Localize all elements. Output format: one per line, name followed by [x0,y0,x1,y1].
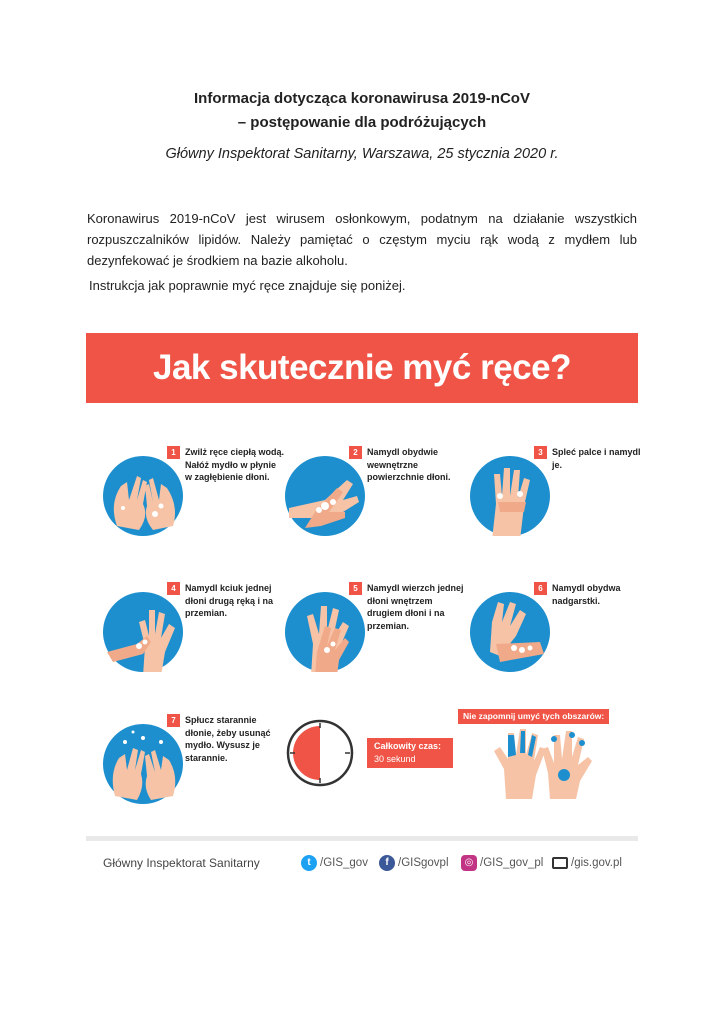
step-2 [285,446,465,546]
facebook-handle: /GISgovpl [398,857,449,869]
step-2-number: 2 [349,446,362,459]
twitter-icon: t [301,855,317,871]
step-6-text: Namydl obydwa nadgarstki. [552,583,621,606]
footer-divider [86,836,638,841]
step-2-illustration [285,456,365,536]
back-of-hand-wash-icon [285,592,365,672]
step-1 [103,446,283,546]
step-4-text: Namydl kciuk jednej dłoni drugą ręką i na przemian. [185,583,274,618]
monitor-icon [552,857,568,869]
thumb-wash-icon [103,592,183,672]
missed-areas-hands-icon [488,727,598,804]
step-1-number: 1 [167,446,180,459]
infographic-banner: Jak skutecznie myć ręce? [86,333,638,403]
step-2-text: Namydl obydwie wewnętrzne powierzchnie dłoni. [367,447,451,482]
step-5 [285,582,465,682]
instagram-link[interactable] [461,853,543,873]
document-title-line2: – postępowanie dla podróżujących [237,114,487,131]
step-6 [470,582,650,682]
fingers-interlaced-icon [470,456,550,536]
total-time-value: 30 sekund [374,754,416,764]
document-title-line1: Informacja dotycząca koronawirusa 2019-nCoV [194,90,530,107]
step-4 [103,582,283,682]
step-6-illustration [470,592,550,672]
facebook-link[interactable] [379,853,449,873]
step-3-number: 3 [534,446,547,459]
step-5-text: Namydl wierzch jednej dłoni wnętrzem drugiem dłoni i na przemian. [367,583,464,631]
rinse-hands-icon [103,724,183,804]
step-1-illustration [103,456,183,536]
step-5-number: 5 [349,582,362,595]
facebook-icon: f [379,855,395,871]
palms-rubbing-icon [285,456,365,536]
total-time-badge [367,738,453,768]
website-link[interactable] [552,853,622,873]
wrist-wash-icon [470,592,550,672]
step-6-number: 6 [534,582,547,595]
instagram-handle: /GIS_gov_pl [480,857,544,869]
step-7 [103,714,283,814]
step-4-illustration [103,592,183,672]
website-url: /gis.gov.pl [571,857,622,869]
total-time-label: Całkowity czas: [374,741,442,751]
step-3-text: Spleć palce i namydl je. [552,447,641,470]
step-1-text: Zwilż ręce ciepłą wodą. Nałóż mydło w płynie w zagłębienie dłoni. [185,447,285,482]
intro-paragraph: Koronawirus 2019-nCoV jest wirusem osłonkowym, podatnym na działanie wszystkich rozpuszczalników lipidów. Należy pamiętać o częstym myciu rąk wodą z mydłem lub dezynfekować je środkiem na bazie alkoholu. [87,211,637,268]
step-4-number: 4 [167,582,180,595]
footer-organization: Główny Inspektorat Sanitarny [103,856,260,870]
hands-wet-icon [103,456,183,536]
step-7-number: 7 [167,714,180,727]
instruction-paragraph: Instrukcja jak poprawnie myć ręce znajduje się poniżej. [89,278,406,293]
instagram-icon: ◎ [461,855,477,871]
step-5-illustration [285,592,365,672]
step-3-illustration [470,456,550,536]
step-3 [470,446,650,546]
step-7-illustration [103,724,183,804]
document-subtitle: Główny Inspektorat Sanitarny, Warszawa, 25 stycznia 2020 r. [165,146,559,162]
footer [86,848,638,878]
reminder-label: Nie zapomnij umyć tych obszarów: [458,709,609,724]
timer-clock-icon [285,718,355,788]
twitter-link[interactable] [301,853,368,873]
step-7-text: Spłucz starannie dłonie, żeby usunąć mydło. Wysusz je starannie. [185,715,271,763]
twitter-handle: /GIS_gov [320,857,368,869]
